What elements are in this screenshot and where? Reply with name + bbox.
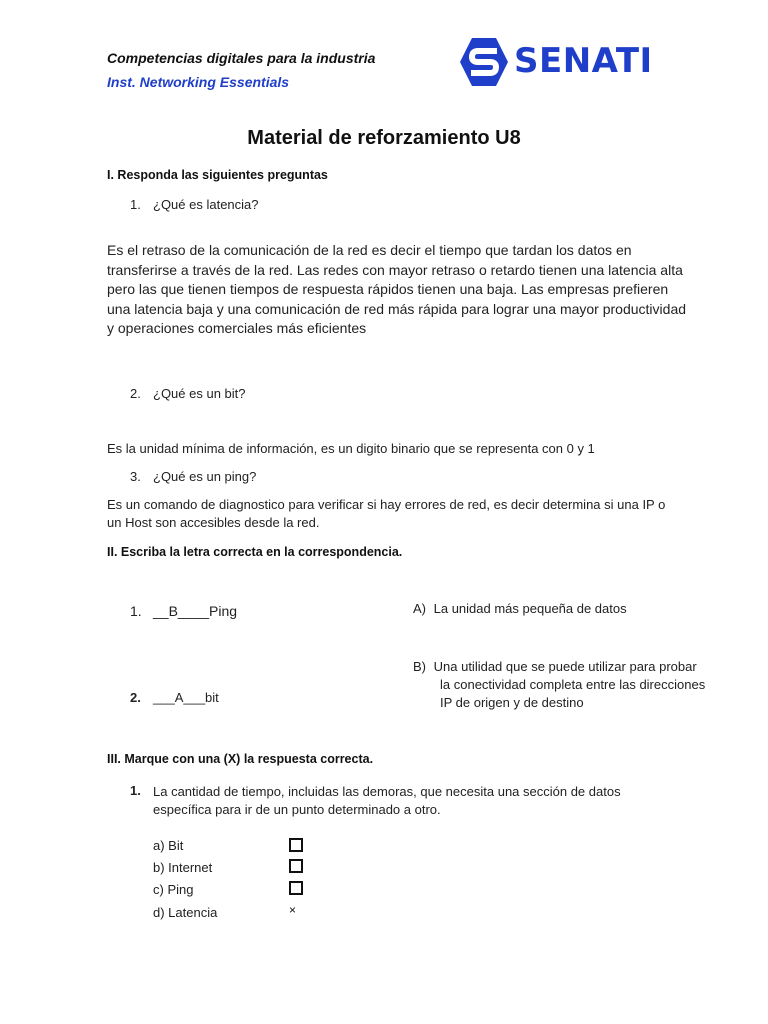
mc-question-text: La cantidad de tiempo, incluidas las demoras, que necesita una sección de datos específica para ir de un punto determinado a otro.: [153, 784, 621, 817]
question-3: [0, 469, 768, 487]
section-3-heading: III. Marque con una (X) la respuesta correcta.: [107, 752, 374, 766]
course-title: Competencias digitales para la industria: [107, 50, 376, 66]
question-text: ¿Qué es un ping?: [153, 469, 257, 484]
senati-emblem-icon: [458, 36, 510, 88]
mc-question-number: 1.: [130, 783, 141, 798]
section-1-heading: I. Responda las siguientes preguntas: [107, 168, 328, 182]
match-answer: __B____Ping: [153, 603, 238, 619]
senati-logo: [458, 36, 653, 88]
logo-text: SENATI: [514, 41, 653, 81]
question-number: 2.: [130, 386, 141, 401]
option-d-x-mark[interactable]: ×: [289, 903, 297, 917]
question-text: ¿Qué es latencia?: [153, 197, 259, 212]
definition-b: [413, 658, 743, 712]
question-2: [0, 386, 768, 404]
option-d-label: d) Latencia: [153, 905, 218, 920]
question-text: ¿Qué es un bit?: [153, 386, 246, 401]
definition-text-line-1: Una utilidad que se puede utilizar para probar: [433, 659, 697, 674]
match-item-2: [0, 690, 400, 708]
match-number: 1.: [130, 603, 142, 619]
match-item-1: [0, 603, 400, 621]
answer-3: Es un comando de diagnostico para verificar si hay errores de red, es decir determina si una IP o un Host son accesibles desde la red.: [107, 497, 666, 530]
definition-a: [413, 601, 733, 616]
definition-text: La unidad más pequeña de datos: [433, 601, 627, 616]
option-b-label: b) Internet: [153, 860, 213, 875]
question-number: 3.: [130, 469, 141, 484]
option-c-label: c) Ping: [153, 882, 194, 897]
definition-text-line-3: IP de origen y de destino: [440, 695, 584, 710]
option-b-checkbox[interactable]: [289, 859, 303, 873]
definition-letter: A): [413, 601, 426, 616]
option-c-checkbox[interactable]: [289, 881, 303, 895]
answer-2: Es la unidad mínima de información, es un digito binario que se representa con 0 y 1: [107, 441, 595, 456]
option-a-checkbox[interactable]: [289, 838, 303, 852]
course-subtitle: Inst. Networking Essentials: [107, 74, 290, 90]
question-number: 1.: [130, 197, 141, 212]
page-title: Material de reforzamiento U8: [247, 127, 521, 149]
match-number: 2.: [130, 690, 141, 705]
option-a-label: a) Bit: [153, 838, 184, 853]
definition-letter: B): [413, 659, 426, 674]
answer-1: Es el retraso de la comunicación de la red es decir el tiempo que tardan los datos en transferirse a través de la red. Las redes con mayor retraso o retardo tienen una latencia alta pero las que tienen tiempos de respuesta rápidos tienen una baja. Las empresas prefieren una latencia baja y una comunicación de red más rápida para lograr una mayor productividad y operaciones comerciales más eficientes: [107, 242, 687, 336]
question-1: [0, 197, 768, 215]
section-2-heading: II. Escriba la letra correcta en la correspondencia.: [107, 545, 403, 559]
definition-text-line-2: la conectividad completa entre las direcciones: [440, 677, 706, 692]
match-answer: ___A___bit: [153, 690, 219, 705]
mc-question: [0, 783, 768, 823]
